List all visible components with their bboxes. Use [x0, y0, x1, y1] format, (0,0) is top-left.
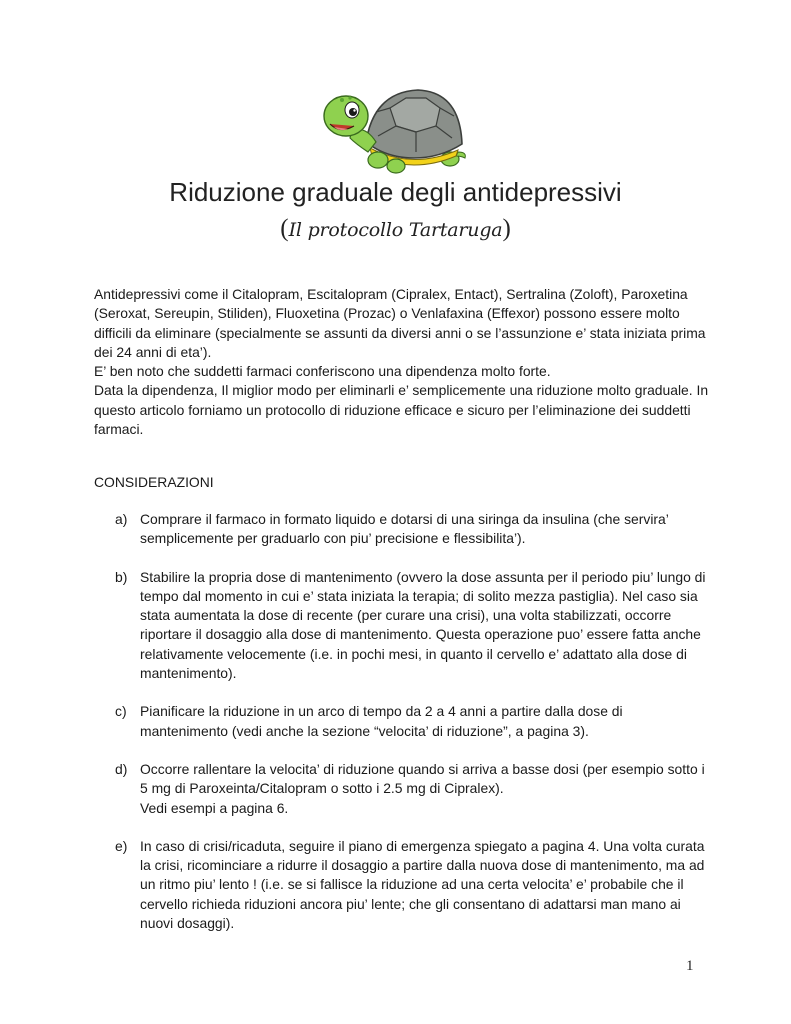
section-heading: CONSIDERAZIONI — [94, 474, 214, 490]
list-item — [94, 510, 714, 549]
list-item-text: Pianificare la riduzione in un arco di tempo da 2 a 4 anni a partire dalla dose di mantenimento (vedi anche la sezione “velocita’ di riduzione”, a pagina 3). — [140, 703, 623, 739]
intro-paragraph: E’ ben noto che suddetti farmaci conferiscono una dipendenza molto forte. — [94, 363, 551, 380]
list-marker: d) — [115, 760, 128, 777]
subtitle-close-paren: ) — [502, 215, 511, 242]
subtitle-open-paren: ( — [280, 215, 289, 242]
intro-paragraph: Data la dipendenza, Il miglior modo per eliminarli e’ semplicemente una riduzione molto graduale. In questo articolo forniamo un protocollo di riduzione efficace e sicuro per l’eliminazione dei suddetti farmaci. — [94, 382, 709, 438]
list-marker: c) — [115, 703, 127, 720]
list-item — [94, 760, 714, 818]
list-item-text: Occorre rallentare la velocita’ di riduzione quando si arriva a basse dosi (per esempio sotto i 5 mg di Paroxeinta/Citalopram o sotto i 2.5 mg di Cipralex). — [140, 760, 705, 797]
list-item — [94, 568, 714, 684]
list-item-text: Vedi esempi a pagina 6. — [140, 799, 289, 816]
list-marker: a) — [115, 511, 128, 527]
list-marker: e) — [115, 837, 128, 854]
list-marker: b) — [115, 568, 128, 585]
intro-section — [94, 285, 714, 439]
list-item — [94, 837, 714, 933]
subtitle-text: Il protocollo Tartaruga — [288, 219, 503, 241]
considerations-list — [94, 510, 714, 933]
page-subtitle — [0, 212, 791, 247]
list-item-text: In caso di crisi/ricaduta, seguire il piano di emergenza spiegato a pagina 4. Una volta curata la crisi, ricominciare a ridurre il dosaggio a partire dalla nuova dose di mantenimento, ma ad un ritmo piu’ lento ! (i.e. se si fallisce la riduzione ad una certa velocita’ e’ probabile che il cervello richieda riduzioni ancora piu’ lente; che gli consentano di adattarsi man mano ai nuovi dosaggi). — [140, 837, 705, 932]
list-item-text: Stabilire la propria dose di mantenimento (ovvero la dose assunta per il periodo piu’ lungo di tempo dal momento in cui e’ stata iniziata la terapia; di solito mezza pastiglia). Nel caso sia stata aumentata la dose di recente (per curare una crisi), una volta stabilizzati, occorre riportare il dosaggio alla dose di mantenimento. Questa operazione puo’ essere fatta anche relativamente velocemente (i.e. in pochi mesi, in quanto il cervello e’ adattato alla dose di mantenimento). — [140, 568, 706, 682]
intro-paragraph: Antidepressivi come il Citalopram, Escitalopram (Cipralex, Entact), Sertralina (Zoloft), Paroxetina (Seroxat, Sereupin, Stiliden), Fluoxetina (Prozac) o Venlafaxina (Effexor) possono essere molto difficili da eliminare (specialmente se assunti da diversi anni o se l’assunzione e’ stata iniziata prima dei 24 anni di eta’). — [94, 286, 706, 360]
page-title: Riduzione graduale degli antidepressivi — [169, 177, 622, 207]
page-number: 1 — [686, 958, 694, 974]
turtle-icon — [322, 86, 468, 178]
list-item-text: Comprare il farmaco in formato liquido e dotarsi di una siringa da insulina (che servira’ semplicemente per graduarlo con piu’ precisione e flessibilita’). — [140, 511, 669, 547]
list-item — [94, 702, 714, 741]
